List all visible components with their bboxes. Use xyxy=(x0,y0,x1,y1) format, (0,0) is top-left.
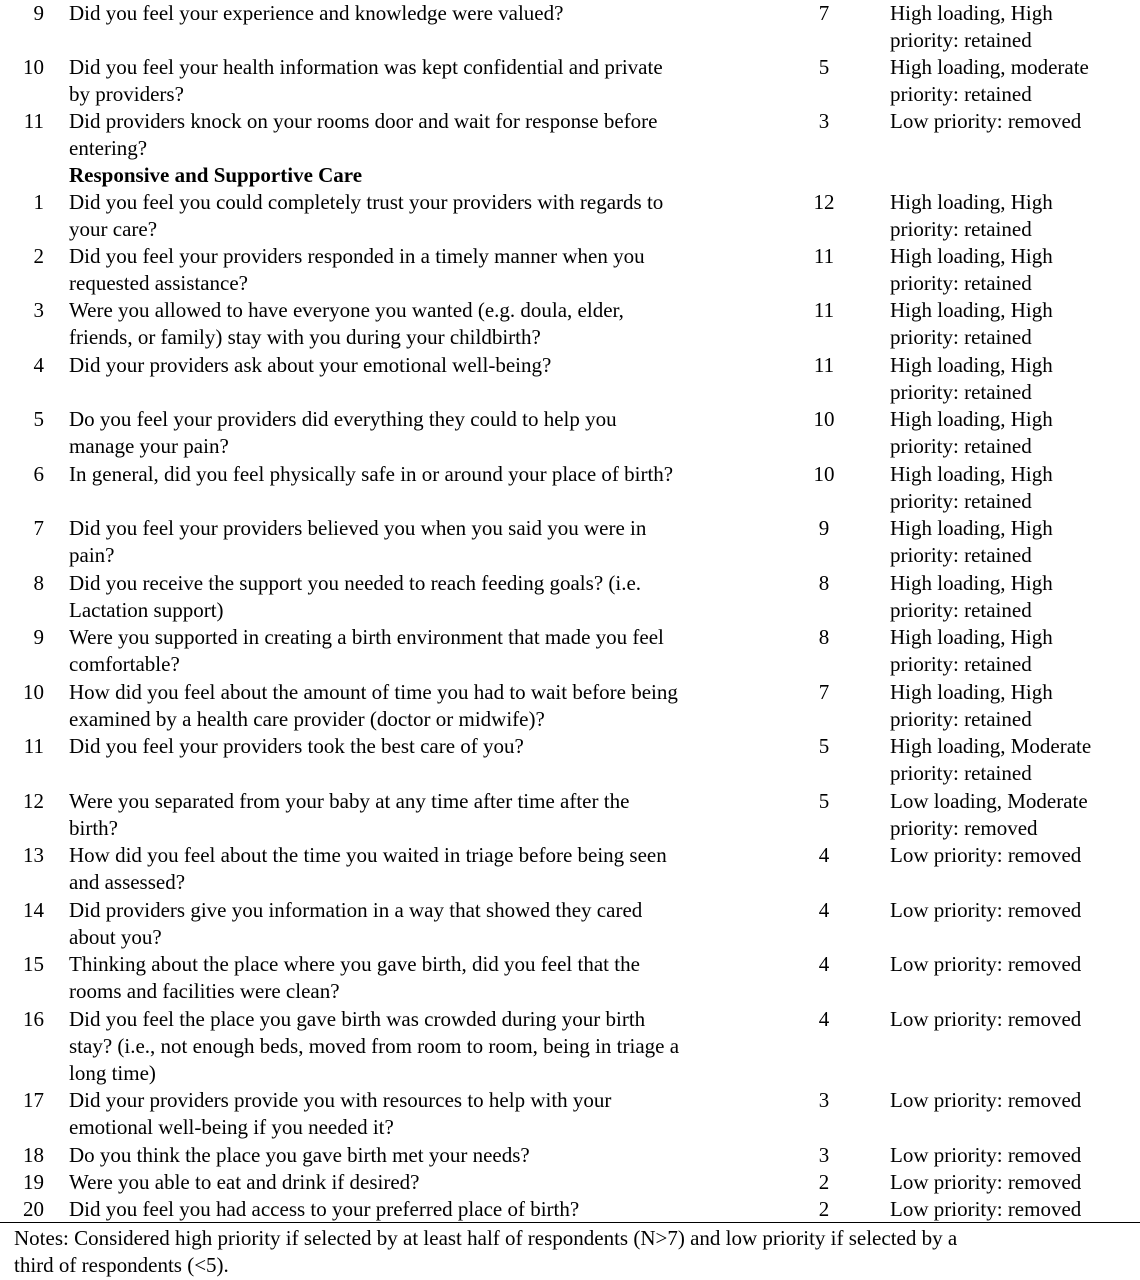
result-text xyxy=(890,1169,1140,1196)
selection-count: 8 xyxy=(818,571,830,595)
result-line: High loading, moderate xyxy=(890,55,1089,79)
result-text xyxy=(890,406,1140,460)
result-text xyxy=(890,679,1140,733)
question-text xyxy=(69,679,769,733)
question-text xyxy=(69,297,769,351)
question-line: Did providers knock on your rooms door and wait for response before xyxy=(69,109,658,133)
question-text xyxy=(69,842,769,896)
question-line: Did you feel the place you gave birth was crowded during your birth xyxy=(69,1007,646,1031)
question-text xyxy=(69,1169,769,1196)
question-line: Did you feel your providers responded in a timely manner when you xyxy=(69,244,645,268)
question-text xyxy=(69,788,769,842)
result-line: High loading, High xyxy=(890,516,1053,540)
result-line: Low priority: removed xyxy=(890,109,1082,133)
selection-count: 11 xyxy=(813,244,835,268)
item-number: 7 xyxy=(33,516,44,540)
question-line: your care? xyxy=(69,217,158,241)
result-line: priority: retained xyxy=(890,761,1032,785)
question-line: Did you feel you had access to your preferred place of birth? xyxy=(69,1197,580,1221)
selection-count: 4 xyxy=(818,1007,830,1031)
result-line: High loading, High xyxy=(890,625,1053,649)
item-number: 11 xyxy=(23,109,44,133)
question-text xyxy=(69,1006,769,1087)
question-line: Did you feel your providers believed you when you said you were in xyxy=(69,516,647,540)
result-text xyxy=(890,243,1140,297)
result-text xyxy=(890,352,1140,406)
result-line: Low priority: removed xyxy=(890,1143,1082,1167)
question-line: Lactation support) xyxy=(69,598,224,622)
result-line: priority: retained xyxy=(890,325,1032,349)
question-text xyxy=(69,406,769,460)
item-number: 15 xyxy=(23,952,44,976)
selection-count: 7 xyxy=(818,1,830,25)
result-text xyxy=(890,788,1140,842)
item-number: 17 xyxy=(23,1088,44,1112)
item-number: 16 xyxy=(23,1007,44,1031)
question-line: Did you feel your health information was kept confidential and private xyxy=(69,55,663,79)
question-text xyxy=(69,108,769,162)
result-text xyxy=(890,461,1140,515)
question-line: birth? xyxy=(69,816,118,840)
result-line: priority: retained xyxy=(890,543,1032,567)
selection-count: 7 xyxy=(818,680,830,704)
selection-count: 3 xyxy=(818,1143,830,1167)
result-text xyxy=(890,1006,1140,1033)
question-line: Were you supported in creating a birth environment that made you feel xyxy=(69,625,664,649)
question-line: Did your providers ask about your emotional well-being? xyxy=(69,353,552,377)
item-number: 20 xyxy=(23,1197,44,1221)
question-line: and assessed? xyxy=(69,870,186,894)
result-text xyxy=(890,108,1140,135)
question-line: Did you feel you could completely trust your providers with regards to xyxy=(69,190,664,214)
item-number: 18 xyxy=(23,1143,44,1167)
result-line: priority: retained xyxy=(890,217,1032,241)
question-line: by providers? xyxy=(69,82,184,106)
result-line: High loading, High xyxy=(890,462,1053,486)
question-line: Did you feel your experience and knowledge were valued? xyxy=(69,1,564,25)
result-line: Low priority: removed xyxy=(890,1197,1082,1221)
question-text xyxy=(69,352,769,379)
question-line: manage your pain? xyxy=(69,434,229,458)
selection-count: 5 xyxy=(818,734,830,758)
result-text xyxy=(890,1142,1140,1169)
item-number: 3 xyxy=(33,298,44,322)
question-line: comfortable? xyxy=(69,652,180,676)
result-text xyxy=(890,0,1140,54)
question-text xyxy=(69,897,769,951)
result-line: High loading, High xyxy=(890,190,1053,214)
question-line: pain? xyxy=(69,543,115,567)
item-number: 12 xyxy=(23,789,44,813)
question-line: emotional well-being if you needed it? xyxy=(69,1115,394,1139)
question-line: Were you able to eat and drink if desired? xyxy=(69,1170,420,1194)
item-number: 1 xyxy=(33,190,44,214)
result-line: priority: removed xyxy=(890,816,1038,840)
result-line: Low loading, Moderate xyxy=(890,789,1088,813)
question-text xyxy=(69,243,769,297)
question-line: rooms and facilities were clean? xyxy=(69,979,340,1003)
question-line: Do you feel your providers did everything they could to help you xyxy=(69,407,617,431)
result-line: priority: retained xyxy=(890,652,1032,676)
result-line: Low priority: removed xyxy=(890,843,1082,867)
question-line: Did providers give you information in a way that showed they cared xyxy=(69,898,643,922)
question-text xyxy=(69,624,769,678)
question-line: long time) xyxy=(69,1061,156,1085)
selection-count: 10 xyxy=(813,407,835,431)
selection-count: 2 xyxy=(818,1197,830,1221)
selection-count: 3 xyxy=(818,1088,830,1112)
result-line: Low priority: removed xyxy=(890,1088,1082,1112)
table-bottom-rule xyxy=(0,1222,1140,1223)
result-line: priority: retained xyxy=(890,434,1032,458)
item-number: 10 xyxy=(23,55,44,79)
item-number: 6 xyxy=(33,462,44,486)
result-line: Low priority: removed xyxy=(890,898,1082,922)
question-text xyxy=(69,570,769,624)
selection-count: 11 xyxy=(813,298,835,322)
item-number: 5 xyxy=(33,407,44,431)
result-line: priority: retained xyxy=(890,28,1032,52)
selection-count: 5 xyxy=(818,55,830,79)
result-line: High loading, High xyxy=(890,353,1053,377)
selection-count: 5 xyxy=(818,789,830,813)
item-number: 10 xyxy=(23,680,44,704)
question-line: Thinking about the place where you gave birth, did you feel that the xyxy=(69,952,640,976)
question-line: Do you think the place you gave birth met your needs? xyxy=(69,1143,530,1167)
question-line: Did your providers provide you with resources to help with your xyxy=(69,1088,612,1112)
selection-count: 4 xyxy=(818,952,830,976)
question-line: friends, or family) stay with you during your childbirth? xyxy=(69,325,541,349)
result-text xyxy=(890,624,1140,678)
item-number: 11 xyxy=(23,734,44,758)
question-line: Were you separated from your baby at any time after time after the xyxy=(69,789,630,813)
result-line: Low priority: removed xyxy=(890,952,1082,976)
notes-line: Notes: Considered high priority if selected by at least half of respondents (N>7) and low priority if selected by a xyxy=(14,1226,958,1250)
result-line: High loading, High xyxy=(890,244,1053,268)
question-line: examined by a health care provider (doctor or midwife)? xyxy=(69,707,545,731)
result-line: High loading, High xyxy=(890,1,1053,25)
item-number: 13 xyxy=(23,843,44,867)
result-line: Low priority: removed xyxy=(890,1170,1082,1194)
question-text xyxy=(69,1196,769,1223)
result-text xyxy=(890,951,1140,978)
item-number: 8 xyxy=(33,571,44,595)
selection-count: 12 xyxy=(813,190,835,214)
section-heading: Responsive and Supportive Care xyxy=(69,163,363,187)
selection-count: 2 xyxy=(818,1170,830,1194)
question-text xyxy=(69,515,769,569)
selection-count: 8 xyxy=(818,625,830,649)
question-text xyxy=(69,951,769,1005)
item-number: 9 xyxy=(33,625,44,649)
result-line: High loading, High xyxy=(890,298,1053,322)
question-line: Were you allowed to have everyone you wanted (e.g. doula, elder, xyxy=(69,298,624,322)
question-text xyxy=(69,1087,769,1141)
result-text xyxy=(890,733,1140,787)
question-text xyxy=(69,54,769,108)
table-notes xyxy=(14,1225,1124,1279)
item-number: 14 xyxy=(23,898,44,922)
selection-count: 4 xyxy=(818,843,830,867)
selection-count: 11 xyxy=(813,353,835,377)
question-line: How did you feel about the amount of time you had to wait before being xyxy=(69,680,678,704)
result-text xyxy=(890,1196,1140,1223)
question-line: Did you receive the support you needed to reach feeding goals? (i.e. xyxy=(69,571,642,595)
question-line: stay? (i.e., not enough beds, moved from room to room, being in triage a xyxy=(69,1034,680,1058)
notes-line: third of respondents (<5). xyxy=(14,1253,229,1277)
result-text xyxy=(890,515,1140,569)
result-line: priority: retained xyxy=(890,380,1032,404)
result-line: priority: retained xyxy=(890,271,1032,295)
result-line: High loading, High xyxy=(890,407,1053,431)
result-text xyxy=(890,897,1140,924)
question-line: about you? xyxy=(69,925,162,949)
selection-count: 4 xyxy=(818,898,830,922)
result-text xyxy=(890,842,1140,869)
selection-count: 3 xyxy=(818,109,830,133)
item-number: 19 xyxy=(23,1170,44,1194)
question-line: How did you feel about the time you waited in triage before being seen xyxy=(69,843,667,867)
result-text xyxy=(890,297,1140,351)
result-text xyxy=(890,54,1140,108)
result-line: High loading, High xyxy=(890,571,1053,595)
question-text xyxy=(69,1142,769,1169)
result-line: High loading, High xyxy=(890,680,1053,704)
question-line: entering? xyxy=(69,136,148,160)
selection-count: 10 xyxy=(813,462,835,486)
item-number: 9 xyxy=(33,1,44,25)
result-text xyxy=(890,1087,1140,1114)
result-text xyxy=(890,570,1140,624)
question-line: Did you feel your providers took the best care of you? xyxy=(69,734,524,758)
question-line: requested assistance? xyxy=(69,271,249,295)
result-line: Low priority: removed xyxy=(890,1007,1082,1031)
item-number: 2 xyxy=(33,244,44,268)
question-text xyxy=(69,189,769,243)
result-line: High loading, Moderate xyxy=(890,734,1092,758)
question-text xyxy=(69,461,769,488)
item-number: 4 xyxy=(33,353,44,377)
question-text xyxy=(69,733,769,760)
question-text xyxy=(69,0,769,27)
selection-count: 9 xyxy=(818,516,830,540)
result-line: priority: retained xyxy=(890,598,1032,622)
result-line: priority: retained xyxy=(890,707,1032,731)
result-line: priority: retained xyxy=(890,489,1032,513)
result-line: priority: retained xyxy=(890,82,1032,106)
question-line: In general, did you feel physically safe in or around your place of birth? xyxy=(69,462,674,486)
result-text xyxy=(890,189,1140,243)
